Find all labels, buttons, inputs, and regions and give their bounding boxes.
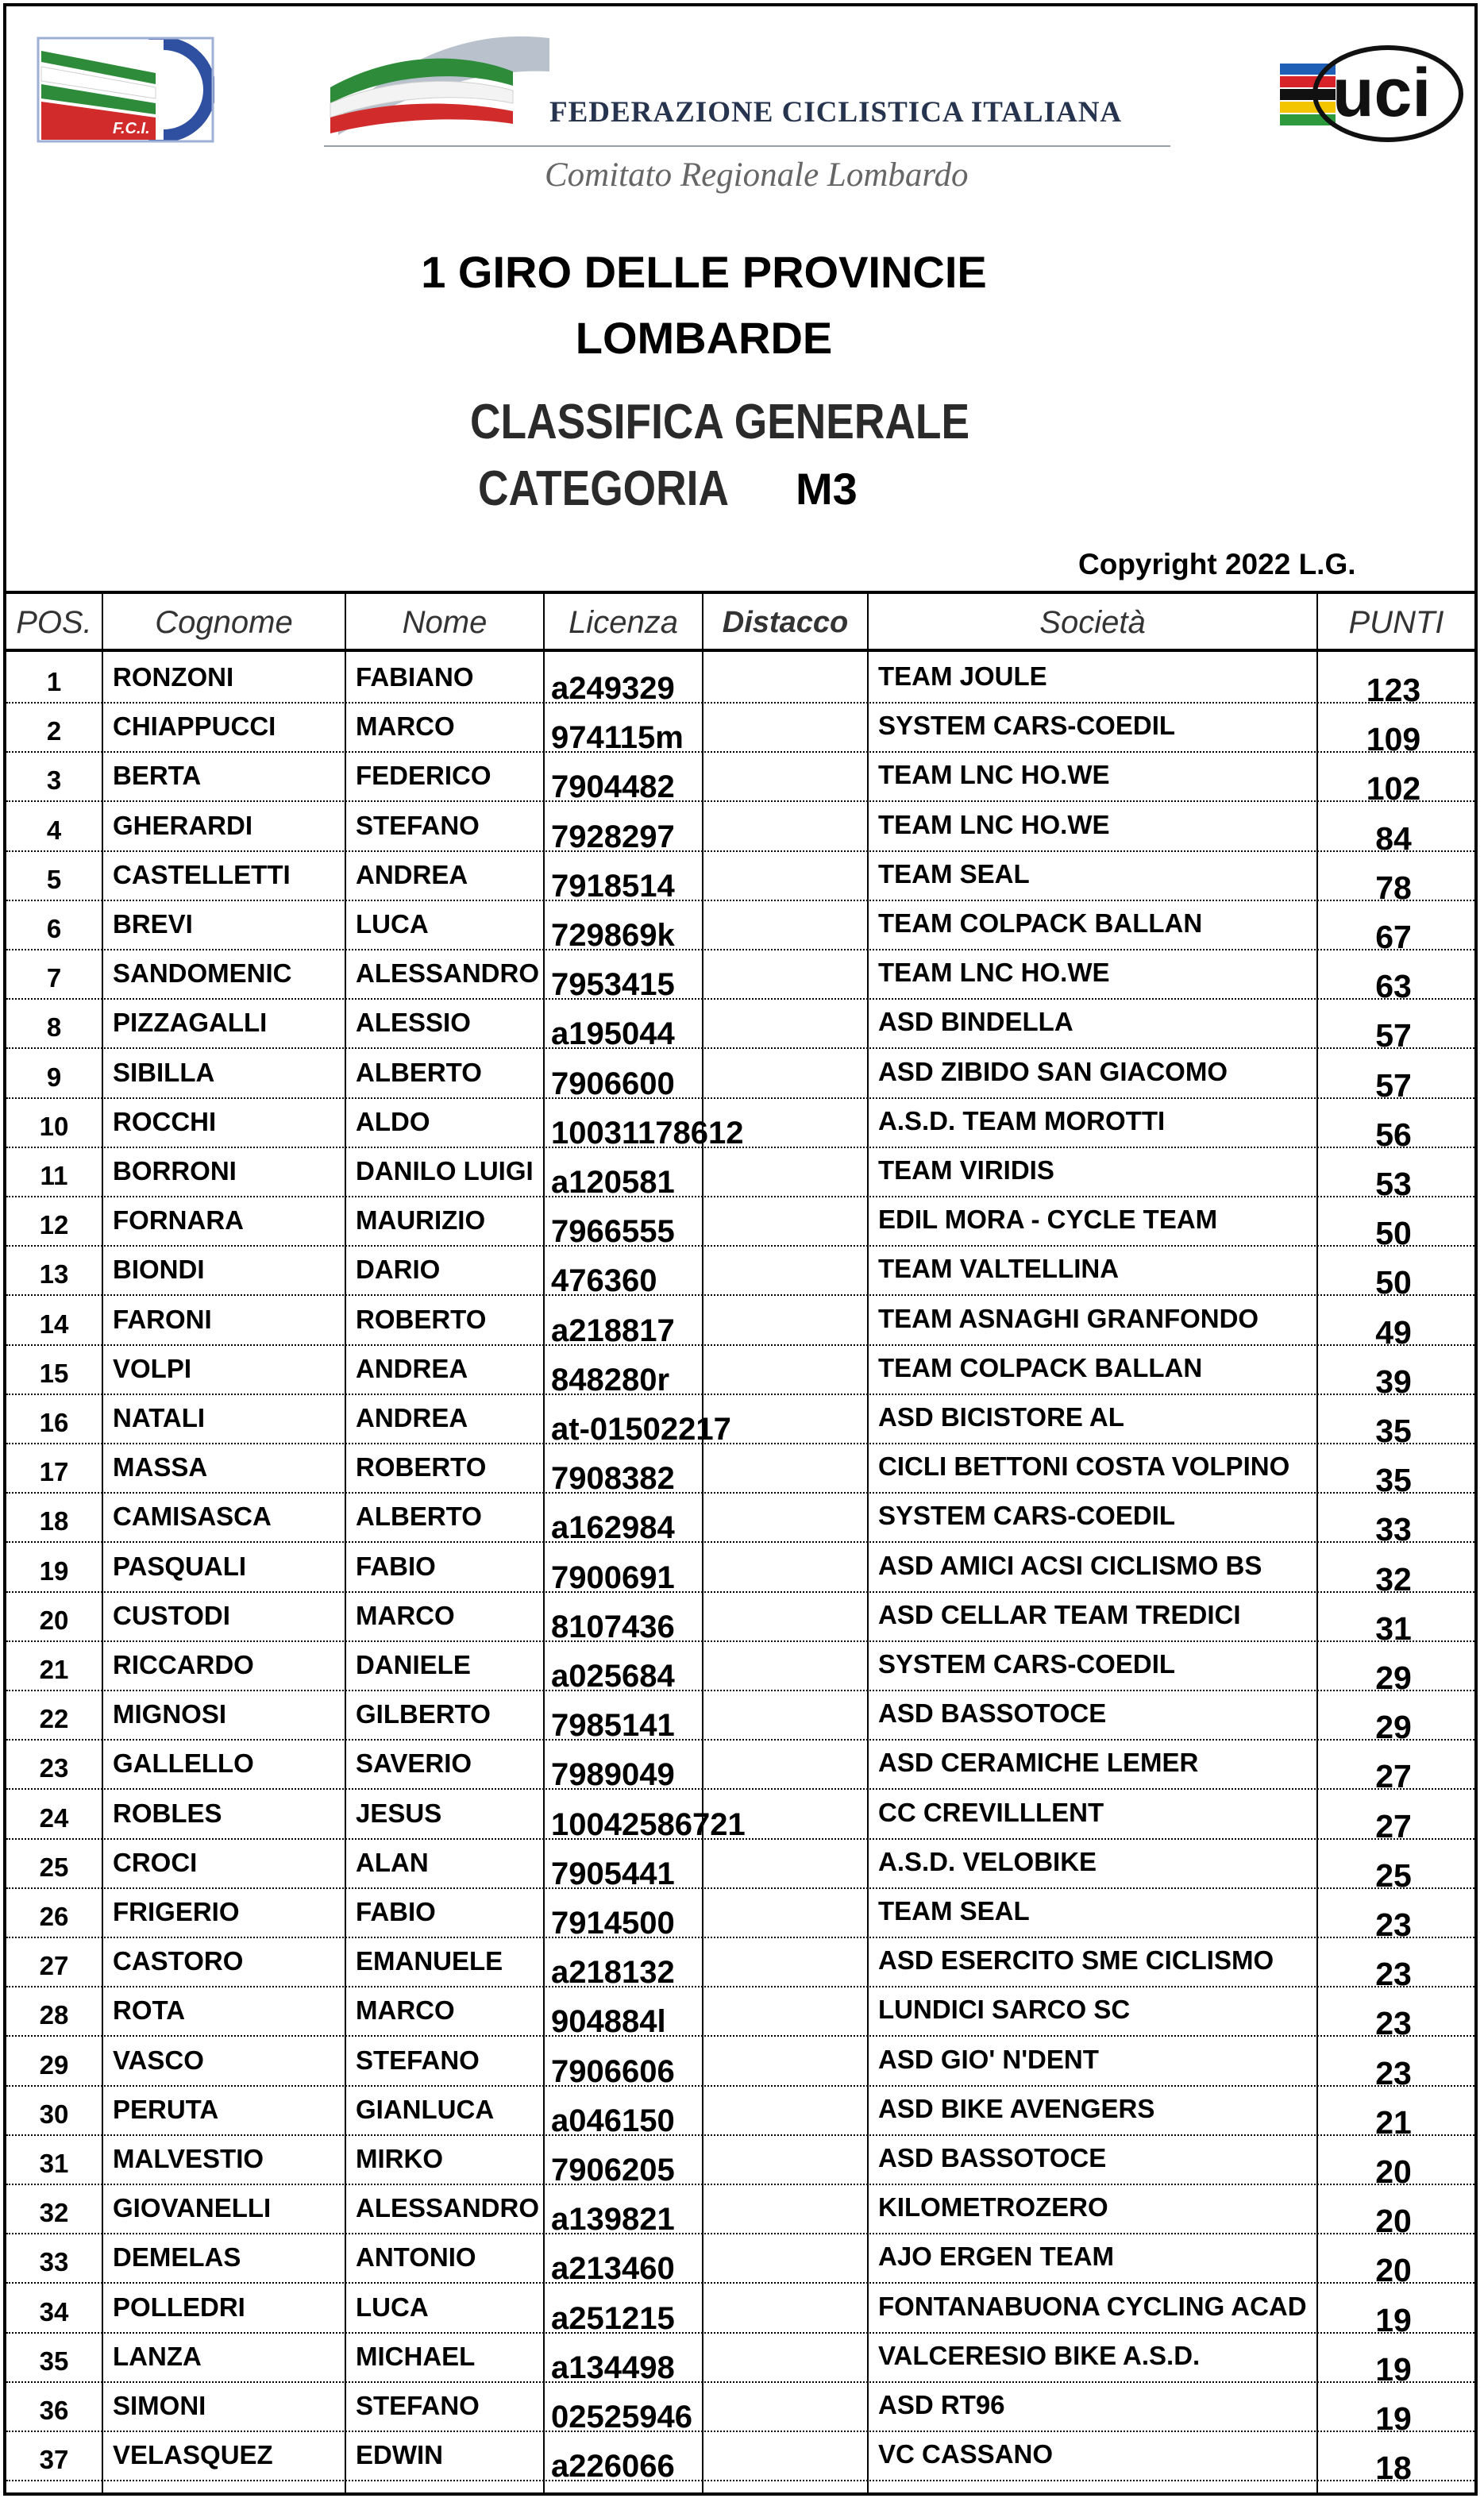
license-cell: a213460 <box>551 2251 675 2286</box>
team-cell: A.S.D. TEAM MOROTTI <box>878 1106 1166 1135</box>
position-cell: 10 <box>39 1112 69 1141</box>
column-header-surname: Cognome <box>155 605 293 640</box>
column-header-points: PUNTI <box>1348 605 1444 640</box>
points-cell: 49 <box>1375 1314 1412 1351</box>
team-cell: ASD BASSOTOCE <box>878 1698 1107 1728</box>
points-cell: 20 <box>1375 2252 1412 2288</box>
first-name-cell: ALESSANDRO <box>356 958 540 988</box>
surname-cell: ROBLES <box>113 1798 222 1828</box>
team-cell: TEAM LNC HO.WE <box>878 810 1110 839</box>
first-name-cell: ALESSIO <box>356 1008 471 1037</box>
position-cell: 15 <box>39 1359 69 1388</box>
first-name-cell: MARCO <box>356 1601 455 1630</box>
position-cell: 7 <box>46 963 62 993</box>
surname-cell: GIOVANELLI <box>113 2193 272 2223</box>
license-cell: a226066 <box>551 2449 675 2484</box>
surname-cell: PIZZAGALLI <box>113 1008 268 1037</box>
license-cell: 10042586721 <box>551 1807 746 1842</box>
position-cell: 12 <box>39 1210 69 1239</box>
position-cell: 36 <box>39 2396 69 2425</box>
surname-cell: CROCI <box>113 1848 198 1877</box>
license-cell: 7905441 <box>551 1856 675 1891</box>
table-row <box>6 1297 1474 1351</box>
column-header-pos: POS. <box>16 605 92 640</box>
license-cell: a139821 <box>551 2202 675 2237</box>
table-row <box>6 2087 1474 2141</box>
team-cell: TEAM VALTELLINA <box>878 1254 1120 1283</box>
points-cell: 32 <box>1375 1561 1412 1598</box>
license-cell: 7900691 <box>551 1560 675 1595</box>
first-name-cell: MIRKO <box>356 2144 443 2173</box>
event-title-line-2: LOMBARDE <box>575 313 833 363</box>
table-row <box>6 1247 1474 1301</box>
table-row <box>6 1544 1474 1598</box>
position-cell: 35 <box>39 2346 69 2376</box>
team-cell: SYSTEM CARS-COEDIL <box>878 1501 1176 1530</box>
position-cell: 3 <box>46 765 62 795</box>
surname-cell: ROCCHI <box>113 1107 217 1136</box>
team-cell: CICLI BETTONI COSTA VOLPINO <box>878 1451 1290 1481</box>
first-name-cell: DANIELE <box>356 1650 471 1679</box>
table-row <box>6 2234 1474 2288</box>
points-cell: 102 <box>1366 770 1421 807</box>
table-header <box>6 594 1474 654</box>
table-row <box>6 1395 1474 1449</box>
license-cell: 7989049 <box>551 1757 675 1792</box>
position-cell: 17 <box>39 1457 69 1486</box>
table-row <box>6 1148 1474 1202</box>
team-cell: A.S.D. VELOBIKE <box>878 1847 1097 1876</box>
first-name-cell: ALBERTO <box>356 1502 482 1531</box>
surname-cell: GHERARDI <box>113 811 253 840</box>
table-header-border <box>6 649 1474 652</box>
position-cell: 20 <box>39 1606 69 1635</box>
points-cell: 84 <box>1375 820 1412 857</box>
surname-cell: MIGNOSI <box>113 1699 227 1729</box>
license-cell: 7906606 <box>551 2054 675 2089</box>
points-cell: 19 <box>1375 2302 1412 2338</box>
team-cell: EDIL MORA - CYCLE TEAM <box>878 1205 1218 1234</box>
table-row <box>6 1791 1474 1845</box>
first-name-cell: FABIANO <box>356 662 474 692</box>
license-cell: 7985141 <box>551 1708 675 1743</box>
position-cell: 28 <box>39 2000 69 2030</box>
table-row <box>6 1889 1474 1943</box>
first-name-cell: EDWIN <box>356 2440 443 2469</box>
table-row <box>6 1444 1474 1498</box>
first-name-cell: STEFANO <box>356 811 480 840</box>
license-cell: a218817 <box>551 1313 675 1348</box>
position-cell: 21 <box>39 1655 69 1684</box>
surname-cell: CASTELLETTI <box>113 860 291 889</box>
fci-logo <box>37 35 214 145</box>
points-cell: 35 <box>1375 1413 1412 1449</box>
position-cell: 1 <box>46 667 62 696</box>
team-cell: CC CREVILLLENT <box>878 1798 1104 1827</box>
points-cell: 31 <box>1375 1610 1412 1647</box>
results-sheet <box>3 3 1478 2496</box>
table-row <box>6 852 1474 906</box>
license-cell: 02525946 <box>551 2400 692 2435</box>
team-cell: ASD CELLAR TEAM TREDICI <box>878 1600 1241 1629</box>
table-row <box>6 654 1474 708</box>
table-row <box>6 2136 1474 2190</box>
team-cell: ASD RT96 <box>878 2390 1005 2419</box>
team-cell: ASD AMICI ACSI CICLISMO BS <box>878 1551 1262 1580</box>
surname-cell: POLLEDRI <box>113 2292 245 2322</box>
surname-cell: CASTORO <box>113 1946 244 1976</box>
table-row <box>6 753 1474 807</box>
surname-cell: RICCARDO <box>113 1650 254 1679</box>
first-name-cell: SAVERIO <box>356 1748 472 1778</box>
team-cell: AJO ERGEN TEAM <box>878 2242 1115 2271</box>
surname-cell: SIBILLA <box>113 1058 215 1087</box>
federation-flag-logo <box>322 24 554 143</box>
first-name-cell: JESUS <box>356 1798 442 1828</box>
surname-cell: FORNARA <box>113 1205 244 1235</box>
surname-cell: BERTA <box>113 761 202 790</box>
surname-cell: BORRONI <box>113 1156 237 1185</box>
position-cell: 31 <box>39 2149 69 2178</box>
team-cell: TEAM JOULE <box>878 661 1047 691</box>
license-cell: at-01502217 <box>551 1412 731 1447</box>
first-name-cell: ANDREA <box>356 1354 468 1383</box>
uci-logo-text: uci <box>1332 55 1432 131</box>
table-row <box>6 1593 1474 1647</box>
surname-cell: MASSA <box>113 1452 208 1482</box>
position-cell: 27 <box>39 1951 69 1980</box>
surname-cell: VOLPI <box>113 1354 192 1383</box>
position-cell: 9 <box>46 1062 62 1092</box>
license-cell: 848280r <box>551 1363 670 1397</box>
surname-cell: FARONI <box>113 1305 212 1334</box>
position-cell: 4 <box>46 815 62 845</box>
first-name-cell: ROBERTO <box>356 1452 487 1482</box>
surname-cell: BIONDI <box>113 1255 205 1284</box>
table-row <box>6 1938 1474 1992</box>
first-name-cell: MARCO <box>356 1995 455 2025</box>
position-cell: 22 <box>39 1704 69 1733</box>
table-row <box>6 1346 1474 1400</box>
first-name-cell: GIANLUCA <box>356 2095 495 2124</box>
first-name-cell: STEFANO <box>356 2045 480 2075</box>
table-row <box>6 2383 1474 2437</box>
column-header-name: Nome <box>402 605 488 640</box>
table-row <box>6 1099 1474 1153</box>
team-cell: ASD CERAMICHE LEMER <box>878 1748 1199 1777</box>
license-cell: 729869k <box>551 918 675 953</box>
first-name-cell: LUCA <box>356 909 429 939</box>
points-cell: 123 <box>1366 672 1421 708</box>
points-cell: 29 <box>1375 1660 1412 1696</box>
team-cell: ASD BIKE AVENGERS <box>878 2094 1155 2123</box>
points-cell: 23 <box>1375 1906 1412 1943</box>
table-row <box>6 1642 1474 1696</box>
points-cell: 50 <box>1375 1215 1412 1251</box>
first-name-cell: STEFANO <box>356 2391 480 2420</box>
first-name-cell: MARCO <box>356 711 455 741</box>
license-cell: 7904482 <box>551 769 675 804</box>
team-cell: SYSTEM CARS-COEDIL <box>878 711 1176 740</box>
points-cell: 21 <box>1375 2104 1412 2141</box>
surname-cell: SIMONI <box>113 2391 206 2420</box>
position-cell: 19 <box>39 1556 69 1586</box>
team-cell: FONTANABUONA CYCLING ACAD <box>878 2292 1307 2321</box>
license-cell: a195044 <box>551 1016 675 1051</box>
position-cell: 32 <box>39 2198 69 2227</box>
team-cell: ASD GIO' N'DENT <box>878 2045 1099 2074</box>
license-cell: a249329 <box>551 671 675 706</box>
points-cell: 39 <box>1375 1363 1412 1400</box>
license-cell: 7914500 <box>551 1906 675 1941</box>
points-cell: 23 <box>1375 2005 1412 2041</box>
first-name-cell: GILBERTO <box>356 1699 491 1729</box>
first-name-cell: ANDREA <box>356 860 468 889</box>
surname-cell: DEMELAS <box>113 2242 241 2272</box>
team-cell: TEAM SEAL <box>878 859 1030 889</box>
license-cell: a218132 <box>551 1955 675 1990</box>
team-cell: TEAM COLPACK BALLAN <box>878 908 1203 938</box>
table-row <box>6 2185 1474 2239</box>
license-cell: a162984 <box>551 1510 675 1545</box>
points-cell: 27 <box>1375 1758 1412 1795</box>
points-cell: 20 <box>1375 2203 1412 2239</box>
position-cell: 34 <box>39 2297 69 2327</box>
table-row <box>6 1197 1474 1251</box>
points-cell: 78 <box>1375 869 1412 906</box>
position-cell: 16 <box>39 1408 69 1437</box>
surname-cell: PERUTA <box>113 2095 219 2124</box>
points-cell: 23 <box>1375 2055 1412 2091</box>
points-cell: 56 <box>1375 1116 1412 1153</box>
table-row <box>6 1840 1474 1894</box>
license-cell: 7918514 <box>551 869 675 904</box>
event-title-line-1: 1 GIRO DELLE PROVINCIE <box>421 247 987 297</box>
table-row <box>6 950 1474 1004</box>
license-cell: 7966555 <box>551 1214 675 1249</box>
first-name-cell: ALAN <box>356 1848 429 1877</box>
category-label: CATEGORIA <box>478 461 729 516</box>
license-cell: 10031178612 <box>551 1116 744 1151</box>
position-cell: 13 <box>39 1259 69 1289</box>
surname-cell: VASCO <box>113 2045 204 2075</box>
table-row <box>6 1987 1474 2041</box>
team-cell: LUNDICI SARCO SC <box>878 1995 1131 2024</box>
position-cell: 25 <box>39 1852 69 1882</box>
team-cell: ASD ESERCITO SME CICLISMO <box>878 1945 1274 1975</box>
position-cell: 30 <box>39 2099 69 2129</box>
surname-cell: CAMISASCA <box>113 1502 272 1531</box>
position-cell: 18 <box>39 1506 69 1536</box>
license-cell: a134498 <box>551 2350 675 2385</box>
points-cell: 57 <box>1375 1017 1412 1054</box>
table-row <box>6 1741 1474 1795</box>
first-name-cell: LUCA <box>356 2292 429 2322</box>
points-cell: 109 <box>1366 721 1421 758</box>
table-row <box>6 1691 1474 1745</box>
table-row <box>6 803 1474 857</box>
table-row <box>6 2432 1474 2486</box>
position-cell: 26 <box>39 1902 69 1931</box>
license-cell: a025684 <box>551 1659 675 1694</box>
team-cell: TEAM VIRIDIS <box>878 1155 1054 1185</box>
points-cell: 20 <box>1375 2153 1412 2190</box>
team-cell: ASD BASSOTOCE <box>878 2143 1107 2172</box>
license-cell: 974115m <box>551 720 684 755</box>
team-cell: VALCERESIO BIKE A.S.D. <box>878 2341 1201 2370</box>
column-header-team: Società <box>1039 605 1146 640</box>
table-row <box>6 2284 1474 2338</box>
fci-logo-text: F.C.I. <box>113 120 150 137</box>
position-cell: 14 <box>39 1309 69 1339</box>
team-cell: ASD BINDELLA <box>878 1007 1073 1036</box>
category-value: M3 <box>796 464 858 514</box>
points-cell: 27 <box>1375 1808 1412 1845</box>
license-cell: 476360 <box>551 1263 657 1298</box>
team-cell: ASD ZIBIDO SAN GIACOMO <box>878 1057 1228 1086</box>
team-cell: TEAM LNC HO.WE <box>878 958 1110 987</box>
column-header-gap: Distacco <box>722 606 849 639</box>
regional-committee: Comitato Regionale Lombardo <box>545 156 969 194</box>
license-cell: 7953415 <box>551 967 675 1002</box>
position-cell: 6 <box>46 914 62 943</box>
table-row <box>6 1050 1474 1104</box>
column-header-license: Licenza <box>569 605 678 640</box>
table-row <box>6 901 1474 955</box>
first-name-cell: ALESSANDRO <box>356 2193 540 2223</box>
license-cell: 904884l <box>551 2004 666 2039</box>
surname-cell: GALLELLO <box>113 1748 254 1778</box>
position-cell: 8 <box>46 1012 62 1042</box>
position-cell: 5 <box>46 865 62 894</box>
first-name-cell: FABIO <box>356 1897 436 1926</box>
license-cell: 8107436 <box>551 1610 675 1644</box>
points-cell: 53 <box>1375 1166 1412 1202</box>
surname-cell: SANDOMENIC <box>113 958 292 988</box>
points-cell: 63 <box>1375 968 1412 1004</box>
license-cell: a046150 <box>551 2103 675 2138</box>
first-name-cell: MICHAEL <box>356 2342 476 2371</box>
table-row <box>6 2037 1474 2091</box>
team-cell: TEAM COLPACK BALLAN <box>878 1353 1203 1382</box>
surname-cell: RONZONI <box>113 662 234 692</box>
license-cell: 7906205 <box>551 2153 675 2188</box>
first-name-cell: DARIO <box>356 1255 441 1284</box>
header-divider <box>324 145 1170 147</box>
points-cell: 50 <box>1375 1264 1412 1301</box>
position-cell: 24 <box>39 1803 69 1833</box>
team-cell: VC CASSANO <box>878 2439 1054 2469</box>
position-cell: 11 <box>40 1161 68 1190</box>
first-name-cell: FEDERICO <box>356 761 491 790</box>
team-cell: ASD BICISTORE AL <box>878 1402 1124 1432</box>
license-cell: a251215 <box>551 2301 675 2336</box>
position-cell: 29 <box>39 2050 69 2080</box>
first-name-cell: FABIO <box>356 1552 436 1581</box>
surname-cell: FRIGERIO <box>113 1897 240 1926</box>
table-row <box>6 1000 1474 1054</box>
team-cell: TEAM SEAL <box>878 1896 1030 1926</box>
table-row <box>6 704 1474 758</box>
classification-title: CLASSIFICA GENERALE <box>470 395 970 449</box>
position-cell: 37 <box>39 2445 69 2474</box>
first-name-cell: ALDO <box>356 1107 430 1136</box>
surname-cell: BREVI <box>113 909 193 939</box>
table-row <box>6 2334 1474 2388</box>
surname-cell: CHIAPPUCCI <box>113 711 276 741</box>
position-cell: 23 <box>39 1753 69 1783</box>
surname-cell: ROTA <box>113 1995 186 2025</box>
points-cell: 19 <box>1375 2351 1412 2388</box>
points-cell: 29 <box>1375 1709 1412 1745</box>
first-name-cell: MAURIZIO <box>356 1205 486 1235</box>
points-cell: 19 <box>1375 2400 1412 2437</box>
team-cell: TEAM ASNAGHI GRANFONDO <box>878 1304 1259 1333</box>
uci-logo <box>1277 35 1467 146</box>
first-name-cell: ANDREA <box>356 1403 468 1432</box>
first-name-cell: DANILO LUIGI <box>356 1156 534 1185</box>
points-cell: 33 <box>1375 1511 1412 1548</box>
surname-cell: PASQUALI <box>113 1552 247 1581</box>
copyright-notice: Copyright 2022 L.G. <box>1078 548 1356 580</box>
team-cell: TEAM LNC HO.WE <box>878 760 1110 789</box>
federation-name: FEDERAZIONE CICLISTICA ITALIANA <box>549 96 1123 129</box>
license-cell: 7908382 <box>551 1461 675 1496</box>
position-cell: 2 <box>46 716 62 746</box>
surname-cell: VELASQUEZ <box>113 2440 273 2469</box>
surname-cell: CUSTODI <box>113 1601 230 1630</box>
first-name-cell: ALBERTO <box>356 1058 482 1087</box>
license-cell: 7906600 <box>551 1066 675 1101</box>
team-cell: KILOMETROZERO <box>878 2192 1108 2222</box>
first-name-cell: ANTONIO <box>356 2242 476 2272</box>
surname-cell: LANZA <box>113 2342 202 2371</box>
points-cell: 35 <box>1375 1462 1412 1498</box>
position-cell: 33 <box>39 2247 69 2276</box>
surname-cell: MALVESTIO <box>113 2144 264 2173</box>
license-cell: a120581 <box>551 1165 675 1200</box>
team-cell: SYSTEM CARS-COEDIL <box>878 1649 1176 1679</box>
points-cell: 67 <box>1375 919 1412 955</box>
table-row <box>6 1494 1474 1548</box>
points-cell: 57 <box>1375 1067 1412 1104</box>
surname-cell: NATALI <box>113 1403 206 1432</box>
points-cell: 18 <box>1375 2450 1412 2486</box>
license-cell: 7928297 <box>551 819 675 854</box>
points-cell: 25 <box>1375 1857 1412 1894</box>
points-cell: 23 <box>1375 1956 1412 1992</box>
first-name-cell: EMANUELE <box>356 1946 503 1976</box>
first-name-cell: ROBERTO <box>356 1305 487 1334</box>
